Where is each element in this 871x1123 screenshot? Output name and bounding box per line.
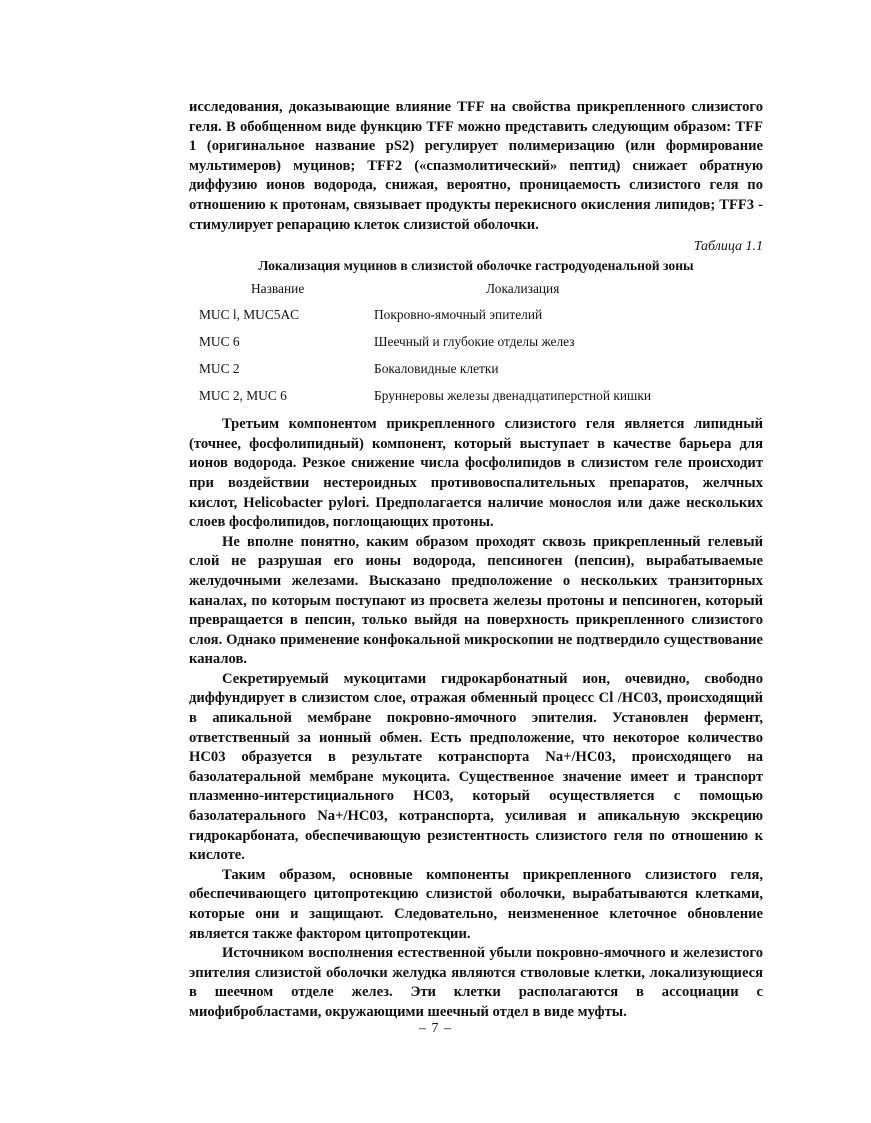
paragraph-cytoprotection: Таким образом, основные компоненты прикрепленного слизистого геля, обеспечивающего цитопротекцию слизистой оболочки, вырабатываются клетками, которые они и защищают. Следовательно, неизмененное клеточное обновление является также фактором цитопротекции. [189, 866, 763, 942]
table-row [199, 334, 759, 361]
page-body [189, 98, 763, 1023]
table-cell-localization: Шеечный и глубокие отделы желез [374, 334, 575, 350]
table-cell-name: MUC 2, MUC 6 [199, 388, 287, 404]
mucin-table [199, 281, 759, 415]
table-title: Локализация муцинов в слизистой оболочке гастродуоденальной зоны [258, 258, 694, 274]
paragraph-tff: исследования, доказывающие влияние TFF на свойства прикрепленного слизистого геля. В обобщенном виде функцию TFF можно представить следующим образом: TFF 1 (оригинальное название pS2) регулирует полимеризацию (или формирование мультимеров) муцинов; TFF2 («спазмолитический» пептид) снижает обратную диффузию ионов водорода, снижая, вероятно, проницаемость слизистого геля по отношению к протонам, связывает продукты перекисного окисления липидов; TFF3 - стимулирует репарацию клеток слизистой оболочки. [189, 99, 763, 233]
table-cell-name: MUC 2 [199, 361, 240, 377]
table-cell-localization: Покровно-ямочный эпителий [374, 307, 543, 323]
table-row [199, 361, 759, 388]
paragraph-phospholipids: Третьим компонентом прикрепленного слизистого геля является липидный (точнее, фосфолипидный) компонент, который выступает в качестве барьера для ионов водорода. Резкое снижение числа фосфолипидов в слизистом геле происходит при воздействии нестероидных противовоспалительных препаратов, желчных кислот, Helicobacter pylori. Предполагается наличие монослоя или даже нескольких слоев фосфолипидов, поглощающих протоны. [189, 416, 763, 531]
paragraph-bicarbonate: Секретируемый мукоцитами гидрокарбонатный ион, очевидно, свободно диффундирует в слизистом слое, отражая обменный процесс Cl /HC03, происходящий в апикальной мембране покровно-ямочного эпителия. Установлен фермент, ответственный за ионный обмен. Есть предположение, что некоторое количество HC03 образуется в результате котранспорта Na+/HC03, происходящего на базолатеральной мембране мукоцита. Существенное значение имеет и транспорт плазменно-интерстициального HC03, который осуществляется с помощью базолатерального Na+/HC03, котранспорта, усиливая и апикальную экскрецию гидрокарбоната, обеспечивающую резистентность слизистого геля по отношению к кислоте. [189, 670, 763, 864]
table-cell-name: MUC 6 [199, 334, 240, 350]
paragraph-stem-cells: Источником восполнения естественной убыли покровно-ямочного и железистого эпителия слизистой оболочки желудка являются стволовые клетки, локализующиеся в шеечном отделе желез. Эти клетки располагаются в ассоциации с миофибробластами, окружающими шеечный отдел в виде муфты. [189, 945, 763, 1020]
table-cell-localization: Бруннеровы железы двенадцатиперстной кишки [374, 388, 652, 404]
paragraph-channels: Не вполне понятно, каким образом проходят сквозь прикрепленный гелевый слой не разрушая его ионы водорода, пепсиноген (пепсин), вырабатываемые желудочными железами. Высказано предположение о нескольких транзиторных каналах, по которым поступают из просвета железы протоны и пепсиноген, который превращается в пепсин, только выйдя на поверхность прикрепленного слизистого слоя. Однако применение конфокальной микроскопии не подтвердило существование каналов. [189, 533, 763, 668]
table-header-row [199, 281, 759, 307]
table-reference: Таблица 1.1 [693, 239, 763, 255]
table-cell-name: MUC l, MUC5AC [199, 307, 300, 323]
column-header-name: Название [251, 281, 305, 297]
table-row [199, 388, 759, 415]
table-cell-localization: Бокаловидные клетки [374, 361, 499, 377]
column-header-localization: Локализация [486, 281, 560, 297]
table-row [199, 307, 759, 334]
page-number: – 7 – [419, 1021, 452, 1036]
